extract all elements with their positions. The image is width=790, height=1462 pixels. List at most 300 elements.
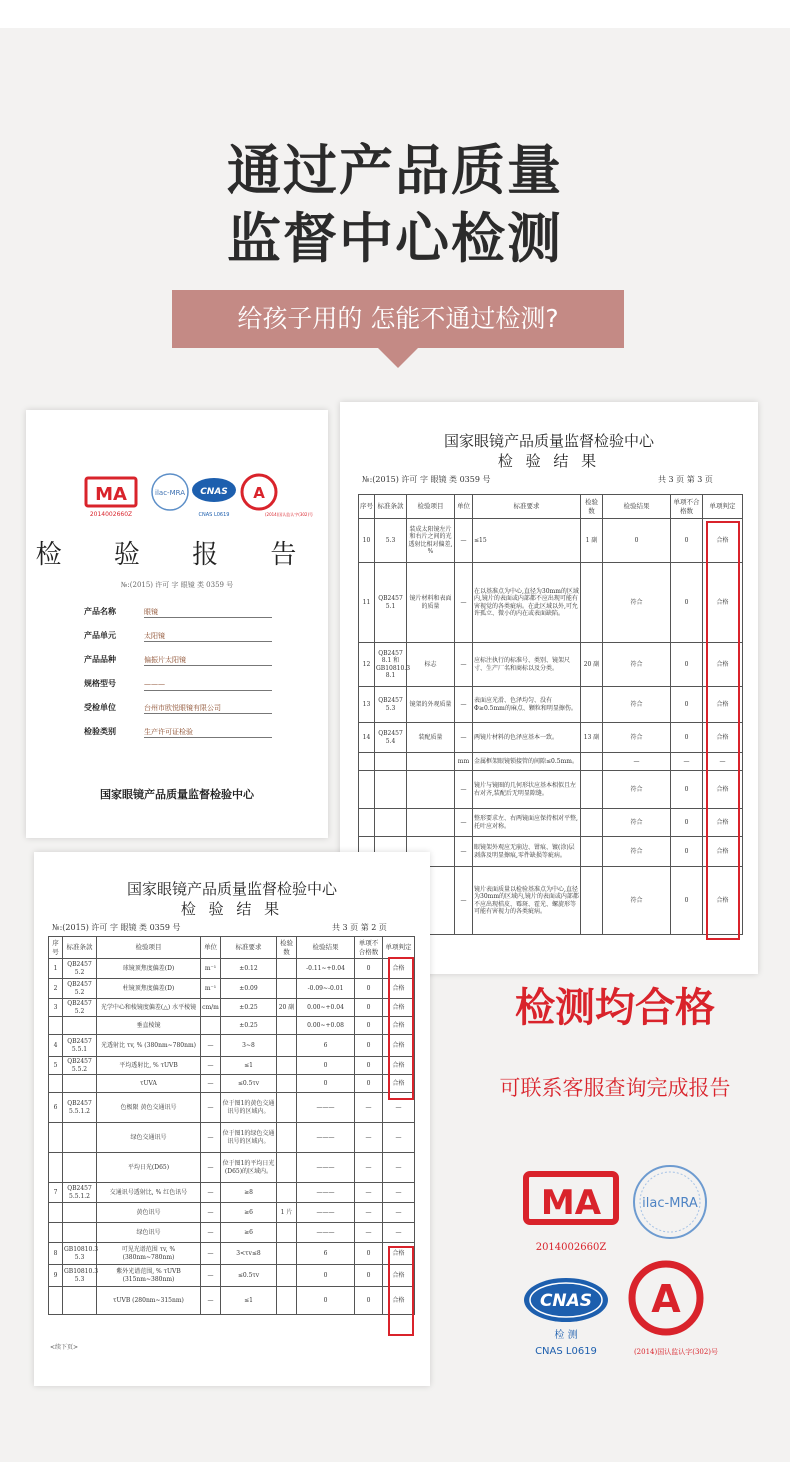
page2-cell <box>63 1203 97 1223</box>
page3-row <box>359 519 743 563</box>
page3-cell: 眼镜架外观应无崩边、钳痕、镀(涂)层剥落及明显擦痕,零件缺损等疵病。 <box>473 837 581 867</box>
page3-row <box>359 753 743 771</box>
page3-cell: 符合 <box>603 643 671 687</box>
page2-cell: 0 <box>355 959 383 979</box>
page3-cell <box>407 753 455 771</box>
page2-qty-cell <box>277 1075 297 1093</box>
page2-cell <box>49 1075 63 1093</box>
page2-report-no: №:(2015) 许可 字 眼镜 类 0359 号 <box>52 923 181 932</box>
page2-cell: 平均日光(D65) <box>97 1153 201 1183</box>
page2-cell: ±0.09 <box>221 979 277 999</box>
page2-footnote: <续下页> <box>50 1344 79 1351</box>
page2-cell: τUVB (280nm~315nm) <box>97 1287 201 1315</box>
page2-cell: QB2457 5.5.1.2 <box>63 1183 97 1203</box>
ilac-badge-text: ilac-MRA <box>642 1196 698 1211</box>
page3-row <box>359 687 743 723</box>
page2-cell: 合格 <box>383 1265 415 1287</box>
page2-cell: — <box>383 1203 415 1223</box>
page2-cell: ——— <box>297 1203 355 1223</box>
page2-cell: ≤1 <box>221 1287 277 1315</box>
page2-qty-cell: 1 片 <box>277 1203 297 1223</box>
page3-cell: 合格 <box>703 771 743 809</box>
page2-header-cell: 序号 <box>49 937 63 959</box>
page2-cell: 合格 <box>383 1017 415 1035</box>
page3-cell: 符合 <box>603 687 671 723</box>
page2-cell: 8 <box>49 1243 63 1265</box>
field-label: 产品名称 <box>84 606 116 616</box>
cover-field-inspected-unit <box>84 702 272 714</box>
page2-cell: 6 <box>297 1035 355 1057</box>
cover-cma-code: 2014002660Z <box>89 511 133 518</box>
page3-cell: 合格 <box>703 867 743 935</box>
page3-cell: ≤15 <box>473 519 581 563</box>
page2-cell: 0.00~+0.08 <box>297 1017 355 1035</box>
report-page-2 <box>34 852 430 1386</box>
page2-cell: QB2457 5.5.1.2 <box>63 1093 97 1123</box>
page2-cell: 色极限 黄色交通讯号 <box>97 1093 201 1123</box>
page2-cell: — <box>383 1153 415 1183</box>
page2-subtitle: 检 验 结 果 <box>180 900 284 918</box>
page3-cell <box>359 809 375 837</box>
page3-header-cell: 单位 <box>455 495 473 519</box>
page2-cell <box>49 1223 63 1243</box>
cal-badge-note: (2014)国认监认字(302)号 <box>633 1348 719 1356</box>
page2-qty-cell <box>277 1265 297 1287</box>
page3-pass-highlight <box>706 521 740 940</box>
page2-header-cell: 单项判定 <box>383 937 415 959</box>
page3-cell: mm <box>455 753 473 771</box>
page3-row <box>359 643 743 687</box>
page3-header-cell: 序号 <box>359 495 375 519</box>
page3-cell <box>581 563 603 643</box>
field-label: 受检单位 <box>84 702 116 712</box>
page2-cell: 0 <box>355 979 383 999</box>
field-value: ——— <box>144 680 272 691</box>
page3-cell: 标志 <box>407 643 455 687</box>
page3-header-cell: 检验数 <box>581 495 603 519</box>
page3-cell: 合格 <box>703 563 743 643</box>
cnas-badge-text: CNAS <box>539 1291 593 1311</box>
page3-cell: — <box>455 687 473 723</box>
page3-cell: — <box>455 867 473 935</box>
page2-cell: 7 <box>49 1183 63 1203</box>
page3-cell: 装成太阳镜左片和右片之间的光透射比相对偏差, % <box>407 519 455 563</box>
page2-cell: m⁻¹ <box>201 959 221 979</box>
cover-cma-text: MA <box>95 484 127 505</box>
page2-qty-cell <box>277 1123 297 1153</box>
page2-cell: 合格 <box>383 979 415 999</box>
page2-cell: GB10810.3 5.3 <box>63 1243 97 1265</box>
page2-cell <box>49 1123 63 1153</box>
page3-page-info: 共 3 页 第 3 页 <box>658 475 713 484</box>
page3-cell: 10 <box>359 519 375 563</box>
page2-cell: cm/m <box>201 999 221 1017</box>
page3-cell <box>375 753 407 771</box>
page3-cell: — <box>455 771 473 809</box>
certification-badges <box>520 1166 770 1366</box>
page2-row <box>49 1265 415 1287</box>
page2-qty-cell <box>277 1223 297 1243</box>
page2-qty-cell <box>277 1017 297 1035</box>
page2-cell <box>49 1017 63 1035</box>
page2-cell: 黄色讯号 <box>97 1203 201 1223</box>
page2-row <box>49 1203 415 1223</box>
cma-badge-icon <box>526 1174 616 1253</box>
page2-cell: -0.11~+0.04 <box>297 959 355 979</box>
field-value: 偏振片太阳镜 <box>144 655 272 666</box>
page2-cell: 平均透射比, % τUVB <box>97 1057 201 1075</box>
page3-cell: 镜片与镜圈的几何形状应基本相似且左右对齐,装配后无明显隙缝。 <box>473 771 581 809</box>
field-value: 眼镜 <box>144 607 272 618</box>
page2-cell: — <box>383 1123 415 1153</box>
page2-cell: ≥6 <box>221 1203 277 1223</box>
field-label: 产品单元 <box>84 630 116 640</box>
page2-cell <box>63 1017 97 1035</box>
page3-header-row <box>359 495 743 519</box>
page2-cell: 5 <box>49 1057 63 1075</box>
page3-cell <box>581 753 603 771</box>
cover-field-product-type <box>84 654 272 666</box>
cma-badge-code: 2014002660Z <box>535 1242 607 1253</box>
page2-cell <box>63 1075 97 1093</box>
page2-cell: ≥8 <box>221 1183 277 1203</box>
page2-cell: — <box>383 1223 415 1243</box>
field-value: 太阳镜 <box>144 631 272 642</box>
page3-cell <box>581 837 603 867</box>
cover-cnas-code: CNAS L0619 <box>198 512 230 518</box>
cma-logo-icon <box>86 478 136 518</box>
page2-cell: 0 <box>355 1057 383 1075</box>
page3-cell: 13 副 <box>581 723 603 753</box>
page3-cell: 合格 <box>703 687 743 723</box>
page3-cell: 应标注执行的标准号、类别、镜架尺寸、生产厂名和商标以及分类。 <box>473 643 581 687</box>
page2-page-info: 共 3 页 第 2 页 <box>332 923 387 932</box>
page2-cell: ——— <box>297 1223 355 1243</box>
page3-cell: 合格 <box>703 837 743 867</box>
page2-row <box>49 1075 415 1093</box>
page2-cell: QB2457 5.2 <box>63 999 97 1017</box>
page3-cell: 13 <box>359 687 375 723</box>
page2-cell: 合格 <box>383 1243 415 1265</box>
page2-qty-cell <box>277 979 297 999</box>
page2-cell: — <box>355 1223 383 1243</box>
banner: 给孩子用的 怎能不通过检测? <box>172 290 624 348</box>
page3-cell <box>581 771 603 809</box>
page2-qty-cell <box>277 1183 297 1203</box>
cover-field-model <box>84 678 272 691</box>
page2-row <box>49 999 415 1017</box>
page2-row <box>49 1223 415 1243</box>
page2-cell: 可见光谱范围 τv, % (380nm~780nm) <box>97 1243 201 1265</box>
page2-cell: ≤0.5τv <box>221 1265 277 1287</box>
page3-cell: — <box>455 519 473 563</box>
page2-cell: ——— <box>297 1153 355 1183</box>
page2-cell: ±0.25 <box>221 1017 277 1035</box>
page3-cell: 表面应光滑、色泽均匀、没有Φ≥0.5mm的麻点、颗粒和明显擦伤。 <box>473 687 581 723</box>
page2-cell: QB2457 5.2 <box>63 979 97 999</box>
page3-cell: 装配质量 <box>407 723 455 753</box>
page2-cell: 合格 <box>383 1287 415 1315</box>
page3-row <box>359 771 743 809</box>
page2-cell: — <box>355 1093 383 1123</box>
page2-qty-cell <box>277 959 297 979</box>
page3-cell: — <box>603 753 671 771</box>
page3-cell: 合格 <box>703 519 743 563</box>
page3-cell <box>375 771 407 809</box>
page2-cell: — <box>201 1287 221 1315</box>
page3-cell: 符合 <box>603 563 671 643</box>
page3-cell <box>407 809 455 837</box>
page3-cell: 11 <box>359 563 375 643</box>
page3-cell: 镜片表面质量以检验基准点为中心,直径为30mm的区域内,镜片的表面或内部都不应出现桔皮、霉斑、霍光、螺旋形等可能有害视力的各类疵病。 <box>473 867 581 935</box>
page2-cell: m⁻¹ <box>201 979 221 999</box>
page2-row <box>49 1017 415 1035</box>
page3-cell: 20 副 <box>581 643 603 687</box>
page2-row <box>49 979 415 999</box>
page2-pass-highlight-bottom <box>388 1246 414 1336</box>
page2-row <box>49 1057 415 1075</box>
page2-cell: 0.00~+0.04 <box>297 999 355 1017</box>
page3-cell: 0 <box>671 723 703 753</box>
page3-header-cell: 标准条款 <box>375 495 407 519</box>
page2-qty-cell <box>277 1057 297 1075</box>
page2-cell: 0 <box>355 1287 383 1315</box>
page2-cell: 位于图1的黄色交通讯号的区域内。 <box>221 1093 277 1123</box>
page2-cell: — <box>201 1203 221 1223</box>
page3-cell: 0 <box>671 837 703 867</box>
page2-cell: — <box>201 1035 221 1057</box>
page3-cell: — <box>455 837 473 867</box>
page2-header-cell: 检验项目 <box>97 937 201 959</box>
page3-cell: 符合 <box>603 771 671 809</box>
page3-cell <box>375 809 407 837</box>
page2-cell <box>201 1017 221 1035</box>
page2-cell: 3 <box>49 999 63 1017</box>
page2-cell: 0 <box>297 1287 355 1315</box>
field-label: 产品品种 <box>84 654 116 664</box>
cal-logo-icon <box>242 475 313 517</box>
field-label: 规格型号 <box>84 678 116 688</box>
page2-cell: 0 <box>355 1017 383 1035</box>
page2-cell: — <box>201 1123 221 1153</box>
page2-cell <box>63 1123 97 1153</box>
page2-row <box>49 1287 415 1315</box>
page3-header-cell: 单项判定 <box>703 495 743 519</box>
page3-cell: — <box>455 809 473 837</box>
field-value: 台州市欧悦眼镜有限公司 <box>144 703 272 714</box>
page2-cell: — <box>201 1223 221 1243</box>
page2-cell: 3~8 <box>221 1035 277 1057</box>
page2-cell <box>49 1287 63 1315</box>
svg-text:A: A <box>651 1277 681 1321</box>
page2-cell: — <box>383 1093 415 1123</box>
headline-line2: 监督中心检测 <box>227 207 563 270</box>
page2-cell: ——— <box>297 1093 355 1123</box>
page2-cell: 合格 <box>383 1057 415 1075</box>
page2-cell <box>63 1223 97 1243</box>
page2-header-cell: 单位 <box>201 937 221 959</box>
cover-ilac-text: ilac-MRA <box>155 489 185 497</box>
page2-cell: QB2457 5.5.2 <box>63 1057 97 1075</box>
field-value: 生产许可证检验 <box>144 727 272 738</box>
cnas-badge-code: CNAS L0619 <box>535 1346 597 1357</box>
page2-cell <box>49 1153 63 1183</box>
page2-cell: 6 <box>49 1093 63 1123</box>
page2-cell: — <box>201 1075 221 1093</box>
page2-cell: 位于图1的绿色交通讯号的区域内。 <box>221 1123 277 1153</box>
page3-cell: 5.3 <box>375 519 407 563</box>
page2-row <box>49 959 415 979</box>
page2-cell: 位于图1的平均日光(D65)的区域内。 <box>221 1153 277 1183</box>
page2-cell: — <box>201 1265 221 1287</box>
page3-cell: — <box>455 563 473 643</box>
page2-header-row <box>49 937 415 959</box>
page3-cell: 整形要求左、右两镜面应保持相对平整,托叶应对称。 <box>473 809 581 837</box>
page2-cell: 0 <box>355 1075 383 1093</box>
page3-cell: — <box>455 723 473 753</box>
cover-title: 检 验 报 告 <box>35 540 319 570</box>
page3-cell: 0 <box>671 809 703 837</box>
page3-cell: 0 <box>671 519 703 563</box>
page2-cell: 合格 <box>383 1075 415 1093</box>
page2-cell: 9 <box>49 1265 63 1287</box>
page2-header-cell: 标准条款 <box>63 937 97 959</box>
page2-cell: 3<τv≤8 <box>221 1243 277 1265</box>
page2-row <box>49 1093 415 1123</box>
banner-arrow <box>378 348 418 368</box>
page3-header-cell: 标准要求 <box>473 495 581 519</box>
page2-cell: 0 <box>355 1243 383 1265</box>
page2-cell: 1 <box>49 959 63 979</box>
page2-cell: — <box>201 1093 221 1123</box>
cnas-badge-icon <box>524 1278 608 1357</box>
page2-cell: ±0.12 <box>221 959 277 979</box>
page2-cell: 0 <box>355 999 383 1017</box>
page3-cell: 符合 <box>603 867 671 935</box>
cover-report-no: №:(2015) 许可 字 眼镜 类 0359 号 <box>120 581 234 589</box>
page2-cell: GB10810.3 5.3 <box>63 1265 97 1287</box>
page2-cell: 0 <box>297 1265 355 1287</box>
page3-header-cell: 检验项目 <box>407 495 455 519</box>
page2-row <box>49 1183 415 1203</box>
page3-cell: 镜架的外观质量 <box>407 687 455 723</box>
cma-badge-text: MA <box>540 1183 602 1223</box>
page2-cell <box>49 1203 63 1223</box>
top-band <box>0 0 790 28</box>
page2-cell: 交通讯号透射比, % 红色讯号 <box>97 1183 201 1203</box>
page2-cell: 2 <box>49 979 63 999</box>
page2-cell: ≤0.5τv <box>221 1075 277 1093</box>
page2-row <box>49 1123 415 1153</box>
page3-cell: 符合 <box>603 723 671 753</box>
ilac-logo-icon <box>152 474 188 510</box>
cnas-badge-sub: 检 测 <box>554 1330 578 1341</box>
page3-cell <box>581 867 603 935</box>
page2-row <box>49 1035 415 1057</box>
page3-cell: 合格 <box>703 723 743 753</box>
page2-results-table <box>48 936 415 1315</box>
page2-cell <box>63 1153 97 1183</box>
page2-cell: 0 <box>297 1075 355 1093</box>
page2-cell: — <box>201 1183 221 1203</box>
page2-cell: ≥6 <box>221 1223 277 1243</box>
page2-title: 国家眼镜产品质量监督检验中心 <box>126 880 337 898</box>
cover-logo-strip <box>84 468 314 528</box>
page3-report-no: №:(2015) 许可 字 眼镜 类 0359 号 <box>362 475 491 484</box>
page2-cell: — <box>383 1183 415 1203</box>
page3-cell <box>407 771 455 809</box>
ilac-badge-icon <box>634 1166 706 1238</box>
page2-cell: 4 <box>49 1035 63 1057</box>
cover-org: 国家眼镜产品质量监督检验中心 <box>100 788 254 801</box>
page3-subtitle: 检 验 结 果 <box>497 452 601 470</box>
page2-cell: 6 <box>297 1243 355 1265</box>
page2-cell: -0.09~-0.01 <box>297 979 355 999</box>
page2-cell: 0 <box>355 1035 383 1057</box>
page3-row <box>359 809 743 837</box>
page3-cell: 镜片材料和表面的质量 <box>407 563 455 643</box>
page2-cell: — <box>201 1153 221 1183</box>
page3-cell: 14 <box>359 723 375 753</box>
page3-cell <box>359 771 375 809</box>
page2-cell: — <box>355 1123 383 1153</box>
page2-header-cell: 标准要求 <box>221 937 277 959</box>
page3-cell: QB2457 5.1 <box>375 563 407 643</box>
page2-cell: ±0.25 <box>221 999 277 1017</box>
page2-cell: 绿色交通讯号 <box>97 1123 201 1153</box>
page3-cell: 合格 <box>703 809 743 837</box>
page2-qty-cell <box>277 1287 297 1315</box>
page3-header-cell: 检验结果 <box>603 495 671 519</box>
page2-cell: τUVA <box>97 1075 201 1093</box>
page3-cell: 金属框架眼镜锁接管的间隙≤0.5mm。 <box>473 753 581 771</box>
page3-cell: 0 <box>671 563 703 643</box>
cover-cnas-text: CNAS <box>200 487 228 497</box>
page2-cell: 0 <box>355 1265 383 1287</box>
page2-cell: QB2457 5.2 <box>63 959 97 979</box>
page2-cell: ≤1 <box>221 1057 277 1075</box>
page2-cell: 球镜顶焦度偏差(D) <box>97 959 201 979</box>
page3-cell: — <box>455 643 473 687</box>
page3-cell: 符合 <box>603 809 671 837</box>
svg-text:A: A <box>253 484 265 502</box>
page2-cell: 合格 <box>383 959 415 979</box>
page2-cell: ——— <box>297 1183 355 1203</box>
page2-header-cell: 检验结果 <box>297 937 355 959</box>
page3-cell: QB2457 8.1 和 GB10810.3 8.1 <box>375 643 407 687</box>
page2-cell: — <box>355 1183 383 1203</box>
page3-cell: 在以基准点为中心,直径为30mm的区域内,镜片的表面或内部都不应出现可能有害视觉的各类疵病。在此区域以外,可允许孤立、微小的内在或表面缺陷。 <box>473 563 581 643</box>
page3-cell: 符合 <box>603 837 671 867</box>
cover-field-inspection-type <box>84 726 272 738</box>
page2-cell: 0 <box>297 1057 355 1075</box>
page3-cell <box>581 687 603 723</box>
page3-cell: 0 <box>671 687 703 723</box>
page3-title: 国家眼镜产品质量监督检验中心 <box>443 432 654 450</box>
page2-cell: — <box>355 1153 383 1183</box>
page2-cell: 光学中心和棱镜度偏差(△) 水平棱镜 <box>97 999 201 1017</box>
page2-qty-cell <box>277 1093 297 1123</box>
page3-cell: 0 <box>671 867 703 935</box>
page2-cell: 合格 <box>383 1035 415 1057</box>
page2-cell: — <box>201 1057 221 1075</box>
result-title: 检测均合格 <box>515 985 715 1031</box>
page2-cell: ——— <box>297 1123 355 1153</box>
page2-cell: 紫外光谱范围, % τUVB (315nm~380nm) <box>97 1265 201 1287</box>
page3-cell: 0 <box>603 519 671 563</box>
cnas-logo-icon <box>192 478 236 518</box>
cover-cal-note: (2014)国认监认字(302)号 <box>264 512 314 517</box>
